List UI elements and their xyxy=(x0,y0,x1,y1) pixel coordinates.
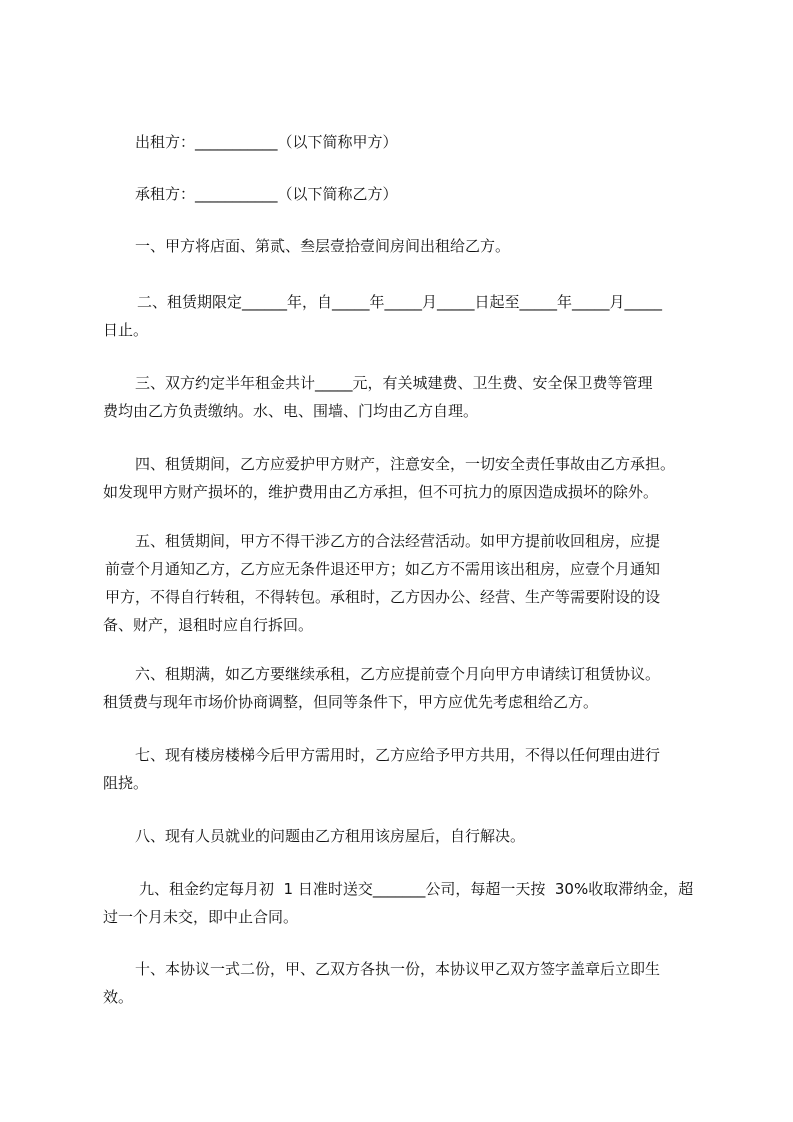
clause-4-line-2: 如发现甲方财产损坏的，维护费用由乙方承担，但不可抗力的原因造成损坏的除外。 xyxy=(103,483,659,501)
clause-8 xyxy=(103,822,708,850)
clause-5-line-2: 前壹个月通知乙方，乙方应无条件退还甲方；如乙方不需用该出租房，应壹个月通知 xyxy=(105,560,661,578)
clause-1-line-1: 一、甲方将店面、第贰、叁层壹拾壹间房间出租给乙方。 xyxy=(135,237,511,255)
clause-6 xyxy=(103,660,708,716)
clause-5-line-3: 甲方，不得自行转租，不得转包。承租时，乙方因办公、经营、生产等需要附设的设 xyxy=(105,588,661,606)
clause-6-line-1: 六、租期满，如乙方要继续承租，乙方应提前壹个月向甲方申请续订租赁协议。 xyxy=(135,665,661,683)
lessee-text: 承租方：___________（以下简称乙方） xyxy=(135,185,398,203)
clause-5-line-4: 备、财产，退租时应自行拆回。 xyxy=(103,616,314,634)
clause-4-line-1: 四、租赁期间，乙方应爱护甲方财产，注意安全，一切安全责任事故由乙方承担。 xyxy=(135,455,676,473)
clause-7 xyxy=(103,741,708,797)
clause-10-line-1: 十、本协议一式二份，甲、乙双方各执一份，本协议甲乙双方签字盖章后立即生 xyxy=(135,960,661,978)
clause-5 xyxy=(103,527,708,639)
clause-7-line-1: 七、现有楼房楼梯今后甲方需用时，乙方应给予甲方共用，不得以任何理由进行 xyxy=(135,746,661,764)
lessor-line xyxy=(103,128,708,156)
clause-10 xyxy=(103,955,708,1011)
clause-8-line-1: 八、现有人员就业的问题由乙方租用该房屋后，自行解决。 xyxy=(135,827,526,845)
clause-9-line-1: 九、租金约定每月初 1 日准时送交_______公司，每超一天按 30%收取滞纳金，超 xyxy=(139,880,694,898)
clause-1 xyxy=(103,232,708,260)
clause-3 xyxy=(103,369,708,425)
clause-9-line-2: 过一个月未交，即中止合同。 xyxy=(103,908,299,926)
clause-10-line-2: 效。 xyxy=(103,988,134,1006)
clause-2 xyxy=(103,288,708,344)
clause-6-line-2: 租赁费与现年市场价协商调整，但同等条件下，甲方应优先考虑租给乙方。 xyxy=(103,693,599,711)
lessor-text: 出租方：___________（以下简称甲方） xyxy=(135,133,398,151)
clause-9 xyxy=(103,875,708,931)
clause-7-line-2: 阻挠。 xyxy=(103,774,149,792)
clause-5-line-1: 五、租赁期间，甲方不得干涉乙方的合法经营活动。如甲方提前收回租房，应提 xyxy=(135,532,661,550)
lessee-line xyxy=(103,180,708,208)
clause-2-line-2: 日止。 xyxy=(103,321,149,339)
clause-3-line-1: 三、双方约定半年租金共计_____元，有关城建费、卫生费、安全保卫费等管理 xyxy=(135,374,653,392)
clause-4 xyxy=(103,450,708,506)
clause-3-line-2: 费均由乙方负责缴纳。水、电、围墙、门均由乙方自理。 xyxy=(103,402,479,420)
clause-2-line-1: 二、租赁期限定______年，自_____年_____月_____日起至_____年_____月_____ xyxy=(137,293,663,311)
